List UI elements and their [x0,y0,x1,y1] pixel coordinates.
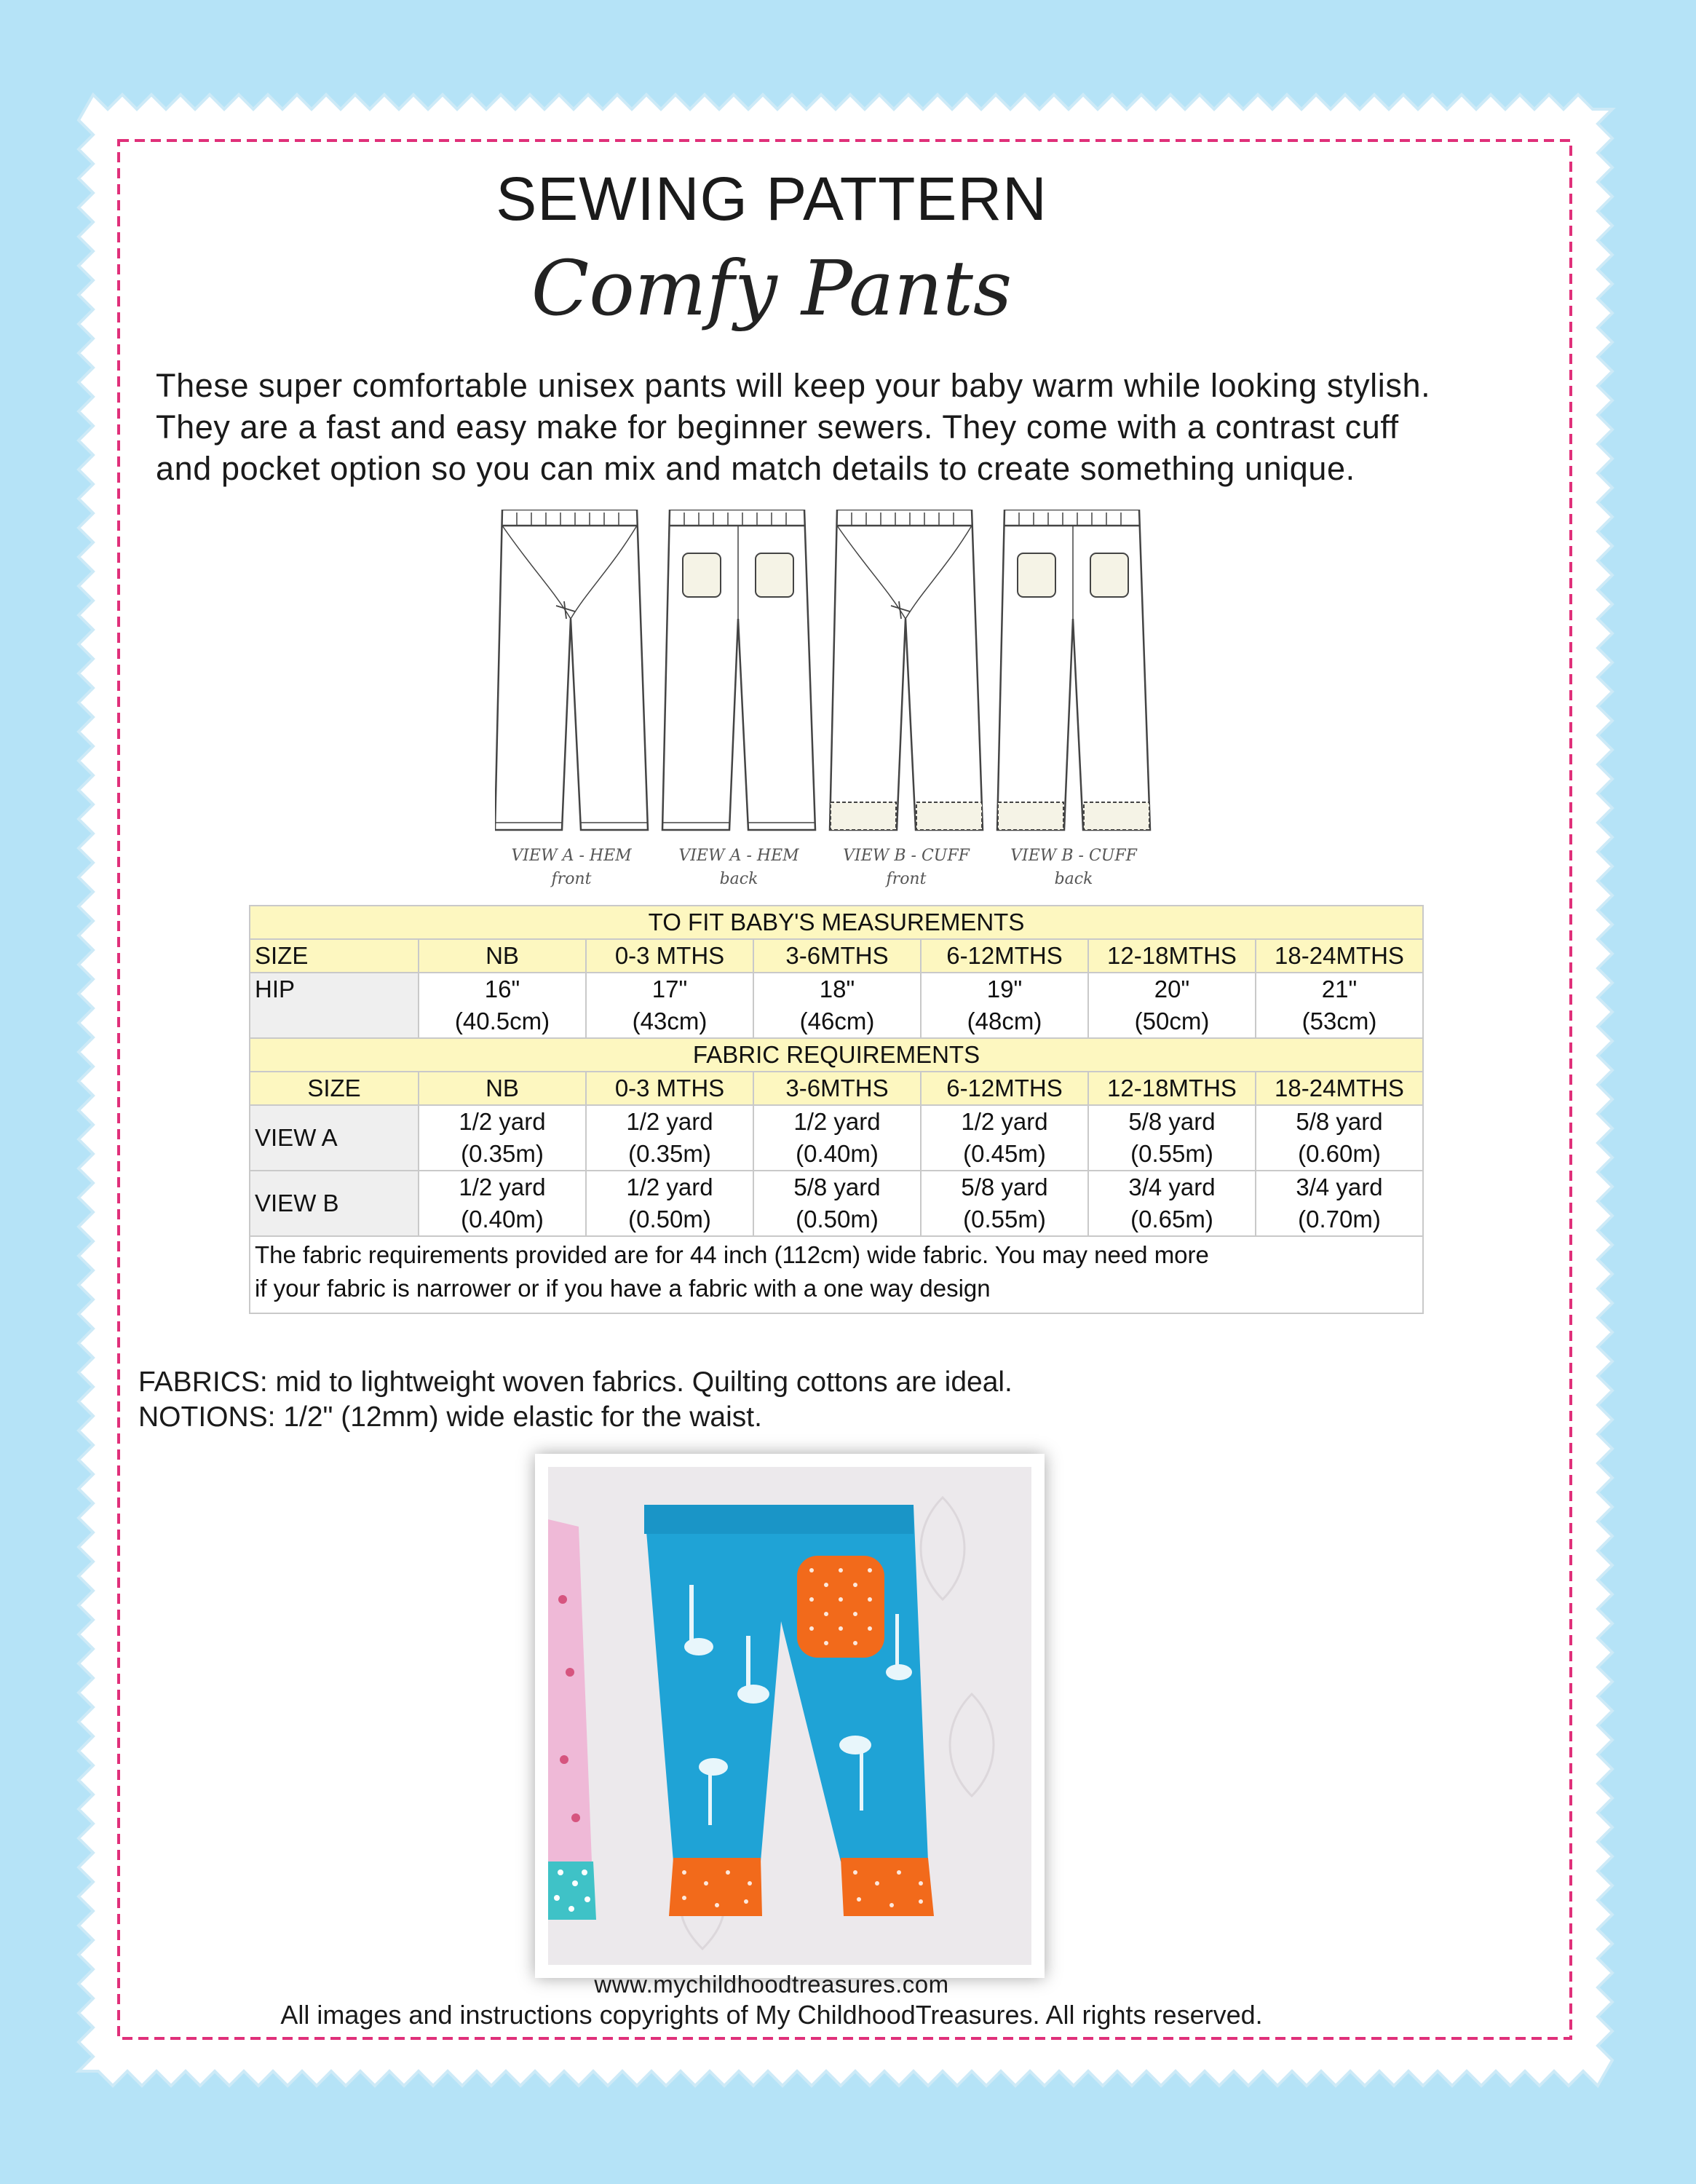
fabric-value: 1/2 yard (0.40m) [753,1105,921,1171]
page-title: SEWING PATTERN [496,165,1047,233]
view-label: VIEW B - CUFF [843,847,970,865]
hip-value: 20" (50cm) [1088,973,1256,1038]
view-side: front [551,870,592,888]
pants-drawing-view-b-front [830,510,983,830]
fabric-value: 1/2 yard (0.40m) [419,1171,586,1236]
intro-line: These super comfortable unisex pants will keep your baby warm while looking stylish. [156,367,1431,404]
fabric-value: 5/8 yard (0.60m) [1256,1105,1423,1171]
view-label: VIEW A - HEM [678,847,799,865]
hip-value: 19" (48cm) [921,973,1088,1038]
fabric-section-title: FABRIC REQUIREMENTS [250,1038,1423,1072]
view-a-label: VIEW A [250,1105,419,1171]
hip-value: 21" (53cm) [1256,973,1423,1038]
fabric-value: 1/2 yard (0.50m) [586,1171,753,1236]
website-url: www.mychildhoodtreasures.com [594,1971,949,1998]
pants-drawing-view-b-back [997,510,1150,830]
fabric-value: 5/8 yard (0.55m) [921,1171,1088,1236]
view-label: VIEW B - CUFF [1010,847,1137,865]
materials-notes [138,1365,1013,1435]
table-row [250,1236,1423,1313]
hip-value: 16" (40.5cm) [419,973,586,1038]
size-header: 6-12MTHS [921,1072,1088,1105]
fabric-value: 1/2 yard (0.35m) [586,1105,753,1171]
view-b-label: VIEW B [250,1171,419,1236]
intro-line: and pocket option so you can mix and match details to create something unique. [156,450,1355,487]
size-header: NB [419,939,586,973]
view-side: front [886,870,927,888]
hip-value: 17" (43cm) [586,973,753,1038]
size-header: NB [419,1072,586,1105]
hip-label: HIP [250,973,419,1038]
table-row [250,1105,1423,1171]
size-header: 0-3 MTHS [586,1072,753,1105]
fabric-value: 5/8 yard (0.50m) [753,1171,921,1236]
fabric-value: 1/2 yard (0.45m) [921,1105,1088,1171]
notions-line: NOTIONS: 1/2" (12mm) wide elastic for the waist. [138,1401,762,1433]
measurements-section-title: TO FIT BABY'S MEASUREMENTS [250,906,1423,939]
view-side: back [719,870,758,888]
hip-value: 18" (46cm) [753,973,921,1038]
size-header: 12-18MTHS [1088,1072,1256,1105]
fabrics-line: FABRICS: mid to lightweight woven fabrics. Quilting cottons are ideal. [138,1366,1013,1398]
intro-line: They are a fast and easy make for beginner sewers. They come with a contrast cuff [156,408,1399,446]
table-row [250,1171,1423,1236]
size-header: 12-18MTHS [1088,939,1256,973]
pants-drawing-view-a-back [662,510,815,830]
fabric-note: The fabric requirements provided are for 44 inch (112cm) wide fabric. You may need more if your fabric is narrower or if you have a fabric with a one way design [250,1236,1423,1313]
size-label: SIZE [250,939,419,973]
copyright-notice: All images and instructions copyrights of My ChildhoodTreasures. All rights reserved. [280,2000,1263,2030]
fabric-value: 3/4 yard (0.65m) [1088,1171,1256,1236]
size-header: 3-6MTHS [753,939,921,973]
product-photo [535,1454,1045,1978]
view-side: back [1054,870,1093,888]
size-header: 6-12MTHS [921,939,1088,973]
fabric-value: 3/4 yard (0.70m) [1256,1171,1423,1236]
size-header: 0-3 MTHS [586,939,753,973]
fabric-value: 1/2 yard (0.35m) [419,1105,586,1171]
size-header: 18-24MTHS [1256,939,1423,973]
size-header: 18-24MTHS [1256,1072,1423,1105]
pattern-name: Comfy Pants [531,244,1013,333]
view-label: VIEW A - HEM [511,847,632,865]
size-chart-table [249,905,1424,1314]
fabric-value: 5/8 yard (0.55m) [1088,1105,1256,1171]
technical-drawings [495,510,1194,888]
size-header: 3-6MTHS [753,1072,921,1105]
pants-drawing-view-a-front [495,510,648,830]
size-label: SIZE [250,1072,419,1105]
table-row [250,973,1423,1038]
pattern-page [124,135,1431,2030]
intro-paragraph [156,365,1539,489]
